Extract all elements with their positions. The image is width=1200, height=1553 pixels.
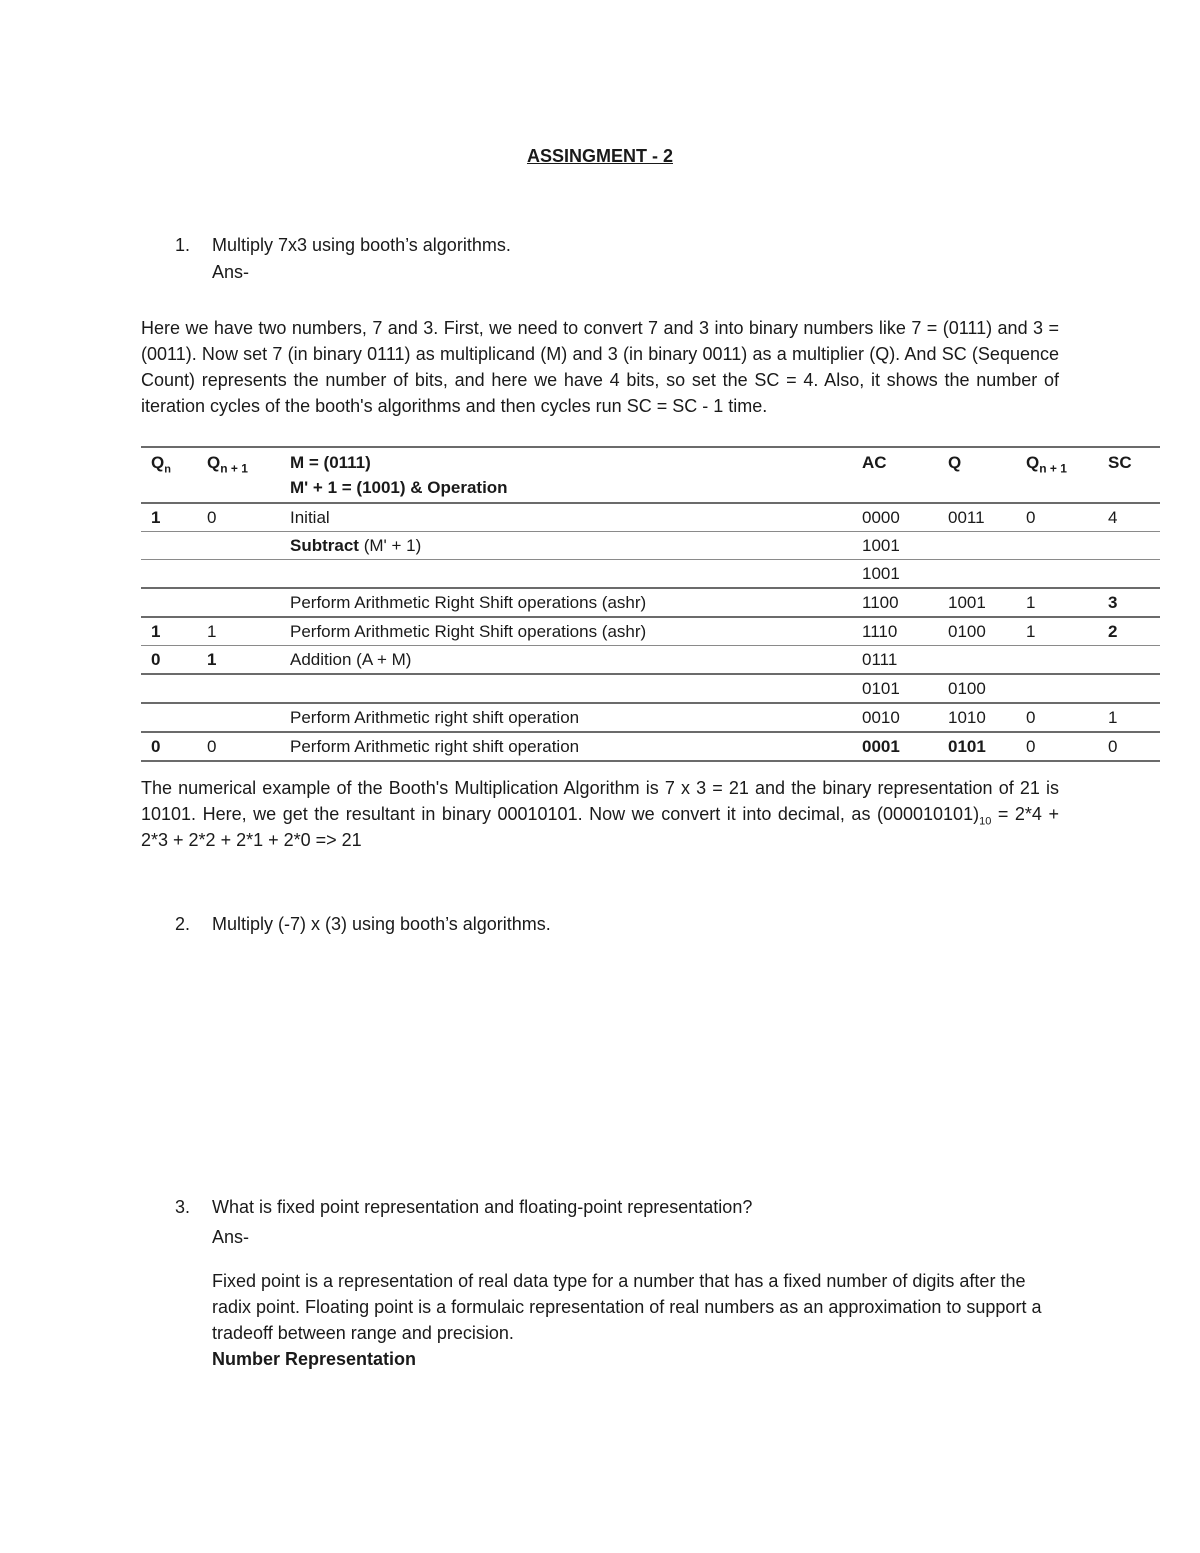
table-cell: Perform Arithmetic Right Shift operations (ashr): [290, 622, 647, 641]
table-cell: [197, 703, 280, 732]
table-cell: [141, 703, 197, 732]
question-1-intro: [141, 315, 1059, 419]
booth-table-header: [141, 447, 1160, 503]
question-2: [175, 911, 551, 937]
question-2-text: Multiply (-7) x (3) using booth’s algorithms.: [212, 914, 551, 934]
table-cell: [938, 532, 1016, 560]
table-cell: 1001: [862, 564, 900, 583]
table-cell: [1016, 532, 1098, 560]
table-row: [141, 588, 1160, 617]
table-cell: 0100: [948, 622, 986, 641]
number-representation-heading: Number Representation: [212, 1349, 417, 1369]
table-row: [141, 532, 1160, 560]
header-sc: SC: [1108, 453, 1132, 472]
table-cell: 1010: [948, 708, 986, 727]
table-cell: 0: [151, 650, 161, 669]
table-cell: 0: [1026, 708, 1036, 727]
table-cell: [141, 560, 197, 589]
table-row: [141, 560, 1160, 589]
table-cell: 0100: [948, 679, 986, 698]
table-cell: 0: [1108, 737, 1118, 756]
table-cell: 0111: [862, 650, 898, 669]
question-3-ans-label: Ans-: [212, 1227, 250, 1247]
table-cell: [1098, 646, 1160, 675]
question-1-text: Multiply 7x3 using booth’s algorithms.: [212, 235, 511, 255]
header-qn: $Q_n$: [151, 453, 171, 476]
booth-table: [141, 446, 1160, 762]
table-cell: Perform Arithmetic right shift operation: [290, 737, 580, 756]
table-row: [141, 646, 1160, 675]
conclusion-text: The numerical example of the Booth's Multiplication Algorithm is 7 x 3 = 21 and the binary representation of 21 is 10101. Here, we get the resultant in binary 00010101. Now we convert it into decimal, as (000010101): [141, 778, 1059, 824]
table-cell: 1: [1026, 622, 1036, 641]
table-cell: 0001: [862, 737, 900, 756]
table-cell: 0101: [948, 737, 986, 756]
table-cell: Subtract (M' + 1): [290, 536, 422, 555]
table-cell: Addition (A + M): [290, 650, 412, 669]
table-cell: 1110: [862, 622, 898, 641]
table-cell: 0000: [862, 508, 900, 527]
page-title: ASSINGMENT - 2: [526, 146, 673, 166]
header-operation: M = (0111) M' + 1 = (1001) & Operation: [290, 453, 508, 497]
table-cell: [197, 674, 280, 703]
table-cell: 0: [207, 508, 217, 527]
question-1: [175, 232, 511, 258]
header-ac: AC: [862, 453, 887, 472]
table-cell: [1098, 560, 1160, 589]
table-cell: [938, 560, 1016, 589]
table-cell: [1098, 532, 1160, 560]
table-row: [141, 732, 1160, 761]
table-cell: Initial: [290, 508, 330, 527]
table-row: [141, 703, 1160, 732]
header-qn1: $Q_{n + 1}$: [207, 453, 248, 476]
table-cell: 4: [1108, 508, 1118, 527]
table-cell: [141, 674, 197, 703]
question-3: [175, 1194, 752, 1220]
question-3-answer-text: Fixed point is a representation of real data type for a number that has a fixed number of digits after the radix point. Floating point is a formulaic representation of real numbers as an approximation to support a tradeoff between range and precision.: [212, 1271, 1042, 1343]
table-cell: 0101: [862, 679, 900, 698]
table-cell: [1016, 560, 1098, 589]
question-3-text: What is fixed point representation and floating-point representation?: [212, 1197, 753, 1217]
table-cell: [197, 560, 280, 589]
table-cell: 0010: [862, 708, 900, 727]
table-cell: 0011: [948, 508, 985, 527]
question-1-conclusion: [141, 775, 1059, 853]
table-cell: 0: [207, 737, 217, 756]
table-cell: [280, 674, 852, 703]
table-cell: [938, 646, 1016, 675]
table-cell: Perform Arithmetic Right Shift operations (ashr): [290, 593, 647, 612]
table-row: [141, 503, 1160, 532]
table-cell: [1098, 674, 1160, 703]
table-cell: 1: [207, 622, 217, 641]
table-cell: 0: [151, 737, 161, 756]
table-cell: Perform Arithmetic right shift operation: [290, 708, 580, 727]
table-cell: 1001: [948, 593, 986, 612]
conclusion-result: = 2*4 + 2*3 + 2*2 + 2*1 + 2*0 => 21: [141, 804, 1059, 850]
table-cell: [197, 588, 280, 617]
table-cell: [141, 532, 197, 560]
question-1-intro-text: Here we have two numbers, 7 and 3. First, we need to convert 7 and 3 into binary numbers like 7 = (0111) and 3 = (0011). Now set 7 (in binary 0111) as multiplicand (M) and 3 (in binary 0011) as a multiplier (Q). And SC (Sequence Count) represents the number of bits, and here we have 4 bits, so set the SC = 4. Also, it shows the number of iteration cycles of the booth's algorithms and then cycles run SC = SC - 1 time.: [141, 318, 1059, 416]
table-cell: 1: [151, 622, 161, 641]
table-cell: 3: [1108, 593, 1118, 612]
question-3-answer: [212, 1268, 1052, 1372]
question-1-ans-label: Ans-: [212, 262, 250, 282]
table-cell: 2: [1108, 622, 1118, 641]
table-cell: [1016, 674, 1098, 703]
table-cell: 1: [1026, 593, 1036, 612]
table-row: [141, 674, 1160, 703]
table-cell: [280, 560, 852, 589]
table-cell: 1: [151, 508, 161, 527]
table-cell: 1100: [862, 593, 899, 612]
header-qn1-b: $Q_{n + 1}$: [1026, 453, 1067, 476]
table-cell: [1016, 646, 1098, 675]
question-3-number: 3.: [175, 1197, 191, 1217]
table-cell: [197, 532, 280, 560]
question-2-number: 2.: [175, 914, 191, 934]
table-cell: 1: [1108, 708, 1118, 727]
table-cell: 0: [1026, 508, 1036, 527]
table-cell: 1001: [862, 536, 900, 555]
table-cell: 0: [1026, 737, 1036, 756]
conclusion-subscript: 10: [979, 815, 992, 828]
header-q: Q: [948, 453, 962, 472]
table-cell: 1: [207, 650, 217, 669]
question-1-number: 1.: [175, 235, 191, 255]
table-cell: [141, 588, 197, 617]
table-row: [141, 617, 1160, 646]
